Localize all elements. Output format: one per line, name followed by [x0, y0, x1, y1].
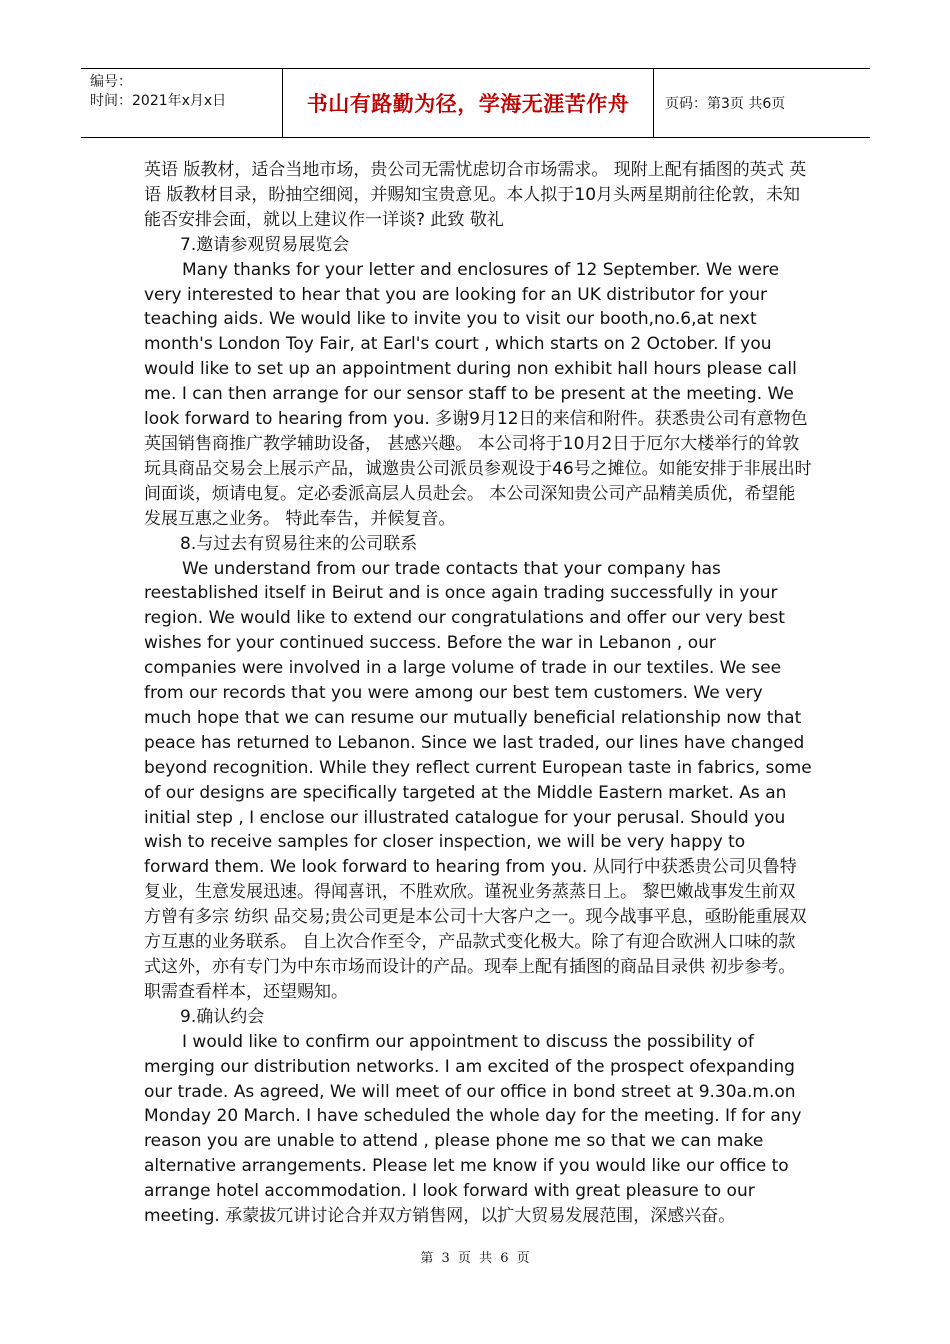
page-header [81, 68, 870, 138]
paragraph-section-7: Many thanks for your letter and enclosures of 12 September. We were very interested to hear that you are looking for an UK distributor for your teaching aids. We would like to invite you to visit our booth,no.6,at next month's London Toy Fair, at Earl's court , which starts on 2 October. If you would like to set up an appointment during non exhibit hall hours please call me. I can then arrange for our sensor staff to be present at the meeting. We look forward to hearing from you. 多谢9月12日的来信和附件。获悉贵公司有意物色英国销售商推广教学辅助设备， 甚感兴趣。 本公司将于10月2日于厄尔大楼举行的耸敦玩具商品交易会上展示产品，诚邀贵公司派员参观设于46号之摊位。如能安排于非展出时间面谈，烦请电复。定必委派高层人员赴会。 本公司深知贵公司产品精美质优，希望能发展互惠之业务。 特此奉告，并候复音。 [144, 259, 812, 529]
document-date-label: 时间：2021年x月x日 [90, 93, 227, 109]
header-left-cell [81, 69, 282, 137]
page-footer [0, 1247, 950, 1266]
paragraph-section-9: I would like to confirm our appointment to discuss the possibility of merging our distribution networks. I am excited of the prospect ofexpanding our trade. As agreed, We will meet of our office in bond street at 9.30a.m.on Monday 20 March. I have scheduled the whole day for the meeting. If for any reason you are unable to attend , please phone me so that we can make alternative arrangements. Please let me know if you would like our office to arrange hotel accommodation. I look forward with great pleasure to our meeting. 承蒙拔冗讲讨论合并双方销售网，以扩大贸易发展范围，深感兴奋。 [144, 1031, 802, 1227]
paragraph-continued: 英语 版教材，适合当地市场，贵公司无需忧虑切合市场需求。 现附上配有插图的英式 英语 版教材目录，盼抽空细阅，并赐知宝贵意见。本人拟于10月头两星期前往伦敦，未知能否安排会面，就以上建议作一详谈? 此致 敬礼 [144, 160, 807, 230]
footer-total-pages: 6 [500, 1251, 509, 1266]
header-motto: 书山有路勤为径，学海无涯苦作舟 [282, 69, 654, 137]
paragraph-section-8: We understand from our trade contacts that your company has reestablished itself in Beirut and is once again trading successfully in your region. We would like to extend our congratulations and offer our very best wishes for your continued success. Before the war in Lebanon , our companies were involved in a large volume of trade in our textiles. We see from our records that you were among our best tem customers. We very much hope that we can resume our mutually beneficial relationship now that peace has returned to Lebanon. Since we last traded, our lines have changed beyond recognition. While they reflect current European taste in fabrics, some of our designs are specifically targeted at the Middle Eastern market. As an initial step , I enclose our illustrated catalogue for your perusal. Should you wish to receive samples for closer inspection, we will be very happy to forward them. We look forward to hearing from you. 从同行中获悉贵公司贝鲁特复业，生意发展迅速。得闻喜讯，不胜欢欣。谨祝业务蒸蒸日上。 黎巴嫩战事发生前双方曾有多宗 纺织 品交易;贵公司更是本公司十大客户之一。现今战事平息，亟盼能重展双方互惠的业务联系。 自上次合作至令，产品款式变化极大。除了有迎合欧洲人口味的款式这外，亦有专门为中东市场而设计的产品。现奉上配有插图的商品目录供 初步参考。职需查看样本，还望赐知。 [144, 558, 812, 1002]
section-heading-8: 8.与过去有贸易往来的公司联系 [180, 533, 418, 554]
section-heading-7: 7.邀请参观贸易展览会 [180, 234, 350, 255]
header-page-indicator: 页码：第3页 共6页 [665, 96, 786, 112]
footer-di: 第 [420, 1251, 434, 1266]
footer-ye-2: 页 [516, 1251, 530, 1266]
footer-ye: 页 [457, 1251, 471, 1266]
footer-page-number: 3 [441, 1251, 450, 1266]
document-body [144, 158, 812, 1229]
footer-gong: 共 [479, 1251, 493, 1266]
section-heading-9: 9.确认约会 [180, 1006, 265, 1027]
document-number-label: 编号： [90, 74, 132, 90]
